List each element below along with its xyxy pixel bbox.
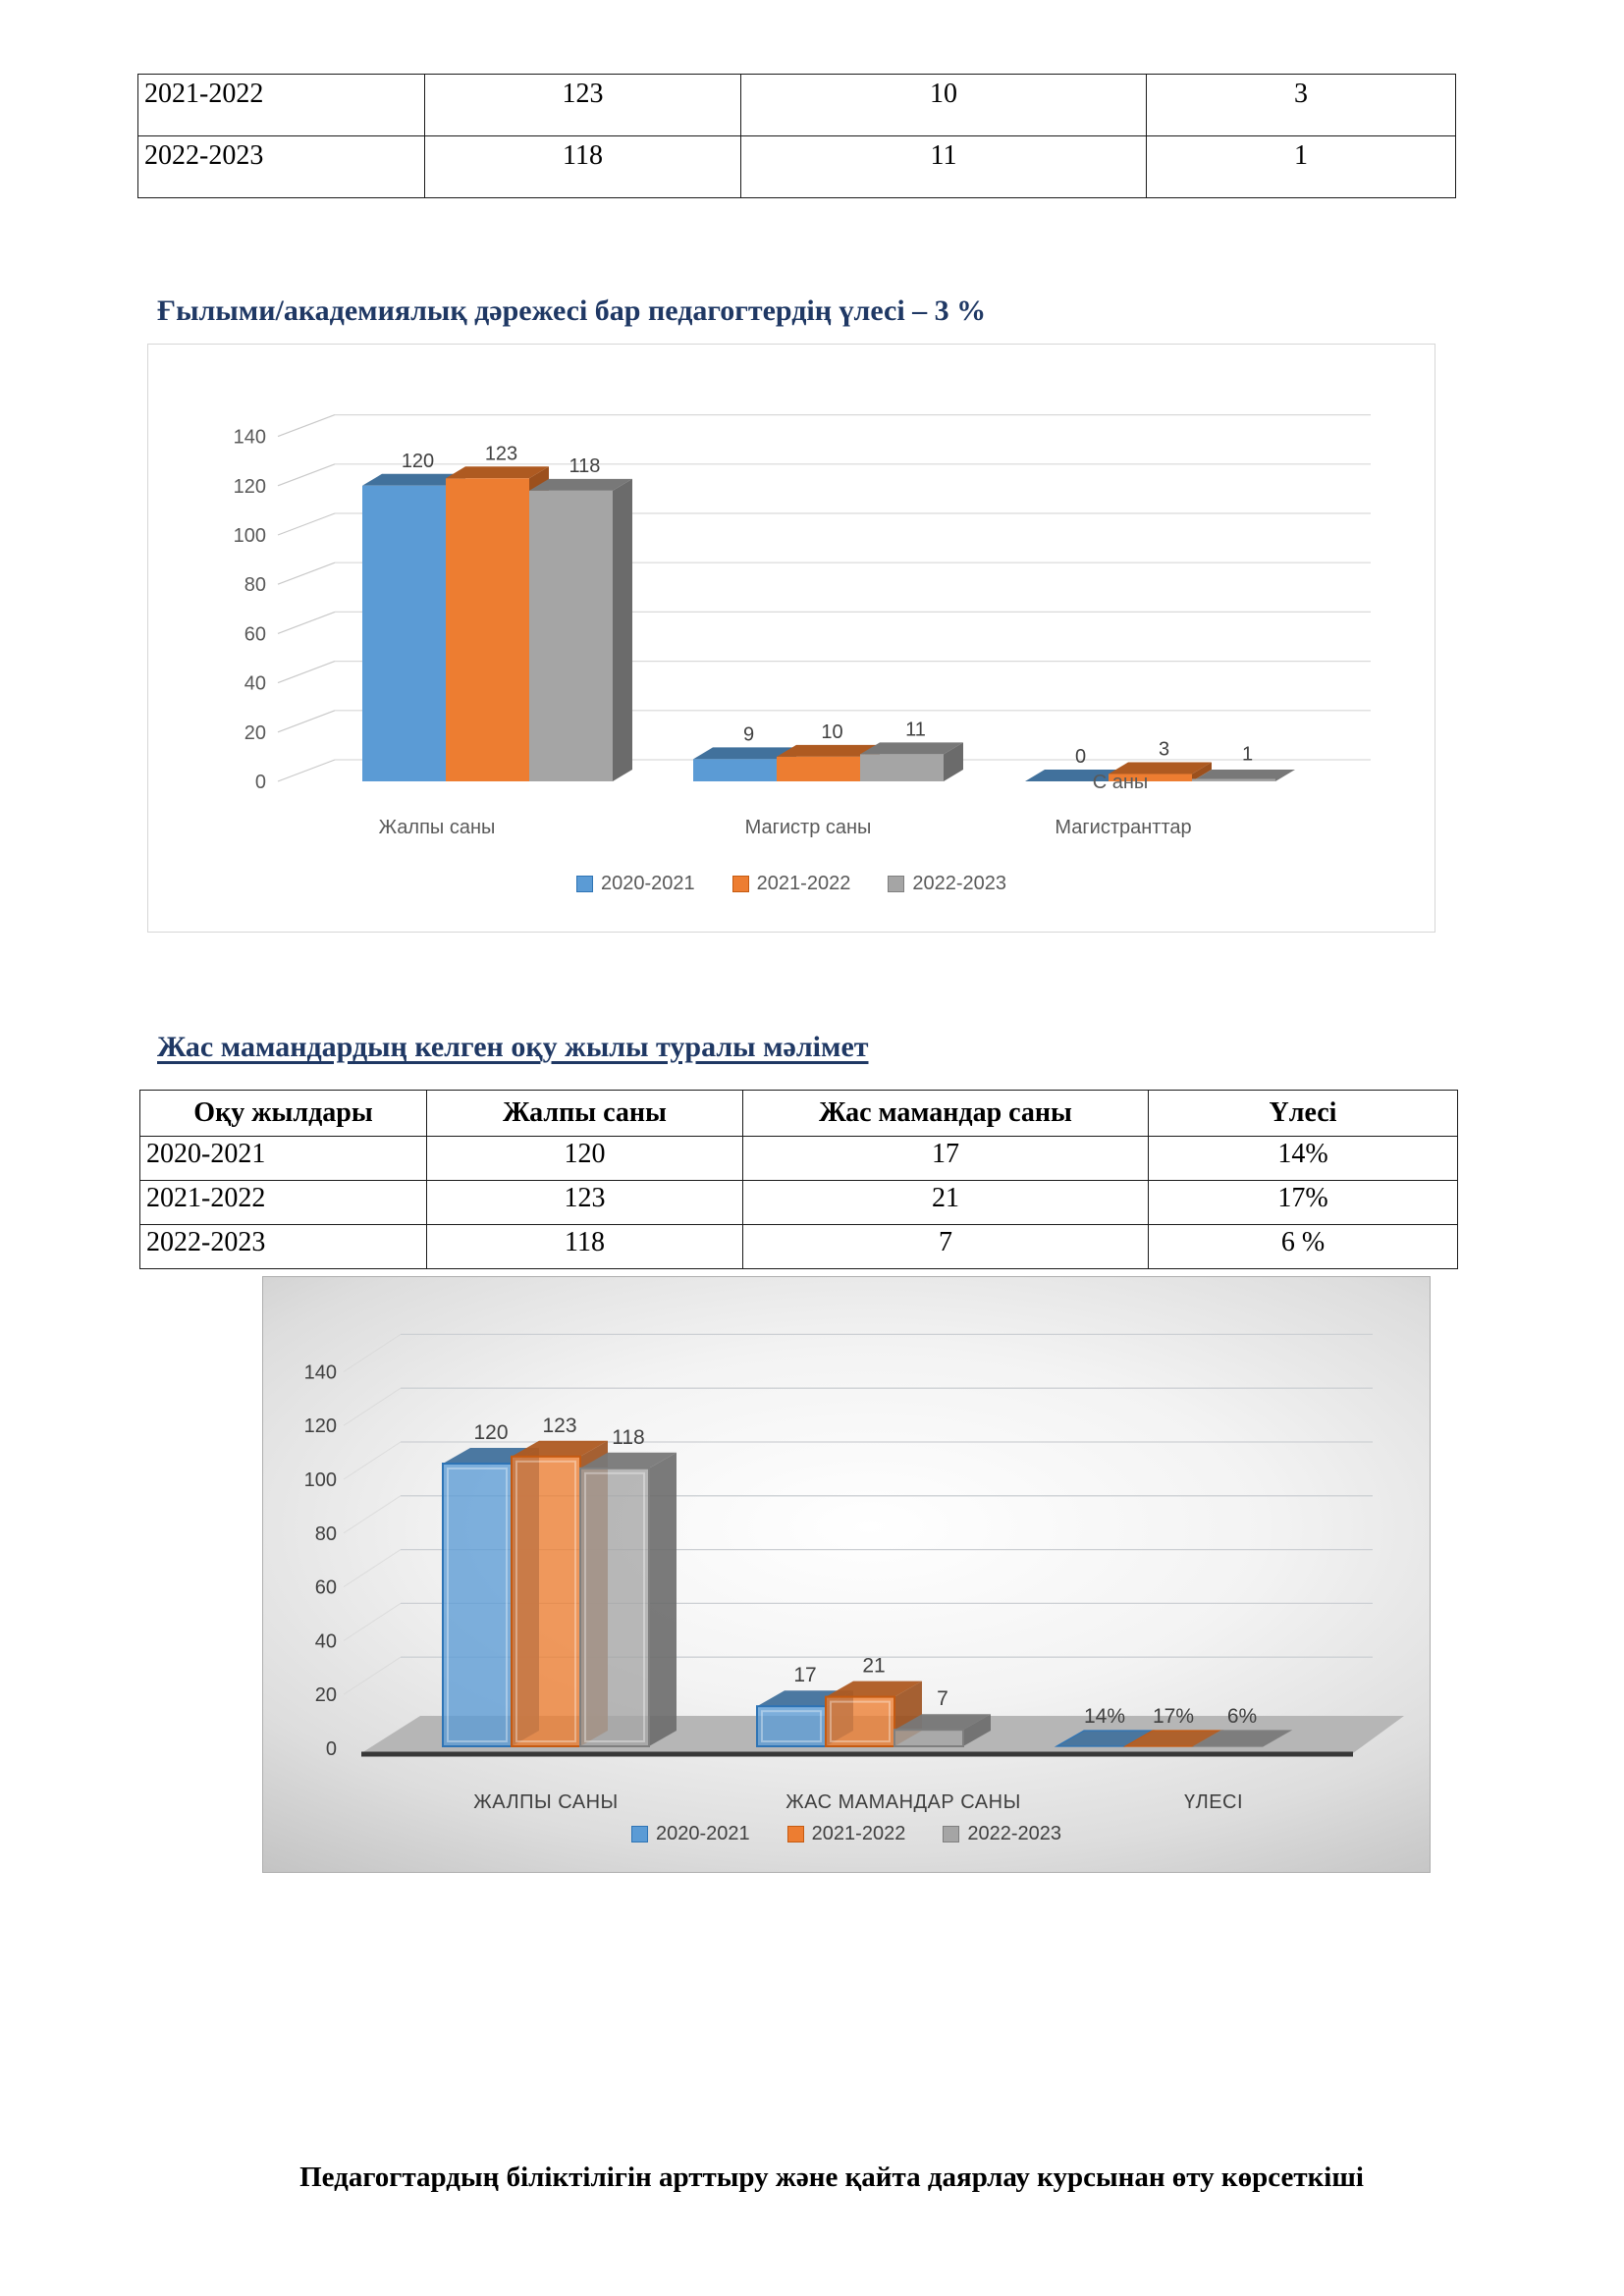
table-cell: 2020-2021 (140, 1137, 427, 1181)
legend-label: 2021-2022 (811, 1823, 906, 1844)
legend-label: 2020-2021 (601, 873, 695, 894)
table-cell: 6 % (1149, 1225, 1458, 1269)
svg-text:21: 21 (862, 1654, 886, 1678)
svg-text:9: 9 (742, 723, 755, 746)
table-cell: 123 (427, 1181, 743, 1225)
legend-label: 2022-2023 (912, 873, 1006, 894)
table-cell: 2022-2023 (138, 136, 425, 198)
svg-text:1: 1 (1241, 743, 1254, 766)
svg-text:120: 120 (233, 475, 266, 498)
svg-text:140: 140 (233, 426, 266, 449)
svg-text:0: 0 (254, 772, 266, 793)
table-cell: 11 (741, 136, 1147, 198)
svg-text:60: 60 (244, 623, 266, 646)
table-cell: 17 (743, 1137, 1149, 1181)
degree-share-chart (147, 344, 1435, 933)
svg-text:118: 118 (612, 1425, 645, 1449)
table-cell: 118 (425, 136, 741, 198)
svg-text:20: 20 (314, 1684, 337, 1707)
svg-text:40: 40 (244, 672, 266, 695)
svg-text:3: 3 (1158, 738, 1170, 761)
svg-text:120: 120 (401, 450, 435, 472)
table-row (138, 136, 1456, 198)
table-cell: 2021-2022 (140, 1181, 427, 1225)
svg-text:120: 120 (303, 1415, 337, 1438)
legend-label: 2020-2021 (656, 1823, 750, 1844)
svg-text:140: 140 (303, 1362, 337, 1384)
young-specialists-chart-plot (263, 1277, 1432, 1874)
legend-item (888, 873, 1006, 895)
svg-text:14%: 14% (1083, 1705, 1126, 1728)
footer-caption: Педагогтардың біліктілігін арттыру және қайта даярлау курсынан өту көрсеткіші (299, 2162, 1364, 2193)
svg-text:ҮЛЕСІ: ҮЛЕСІ (1183, 1791, 1244, 1813)
chart2-category-labels (473, 1791, 1243, 1813)
svg-text:С аны: С аны (1092, 772, 1149, 793)
svg-text:123: 123 (484, 443, 518, 465)
table-header-cell: Үлесі (1149, 1091, 1458, 1137)
chart2-bars (443, 1441, 1290, 1746)
svg-text:80: 80 (244, 574, 266, 597)
svg-text:17%: 17% (1152, 1705, 1195, 1728)
svg-text:ЖАС МАМАНДАР САНЫ: ЖАС МАМАНДАР САНЫ (785, 1791, 1021, 1813)
svg-text:7: 7 (937, 1687, 948, 1711)
table-header-cell: Жас мамандар саны (743, 1091, 1149, 1137)
degree-table-continuation (137, 74, 1456, 198)
table-cell: 2022-2023 (140, 1225, 427, 1269)
svg-text:6%: 6% (1226, 1705, 1258, 1728)
svg-text:20: 20 (244, 721, 266, 744)
table-row (140, 1137, 1458, 1181)
svg-text:100: 100 (303, 1469, 337, 1491)
chart1-category-labels (379, 772, 1192, 838)
legend-label: 2021-2022 (756, 873, 851, 894)
table-cell: 2021-2022 (138, 75, 425, 136)
section-heading-young-specialists: Жас мамандардың келген оқу жылы туралы мәлімет (157, 1031, 869, 1063)
table-cell: 1 (1147, 136, 1456, 198)
table-header-cell: Жалпы саны (427, 1091, 743, 1137)
legend-swatch-2021-2022 (787, 1826, 804, 1842)
svg-text:123: 123 (542, 1414, 577, 1437)
table-row (140, 1225, 1458, 1269)
young-specialists-chart-legend (263, 1823, 1430, 1845)
legend-swatch-2020-2021 (576, 876, 593, 892)
table-cell: 14% (1149, 1137, 1458, 1181)
svg-text:ЖАЛПЫ САНЫ: ЖАЛПЫ САНЫ (473, 1791, 619, 1813)
degree-share-chart-legend (148, 873, 1435, 895)
svg-text:40: 40 (314, 1630, 337, 1653)
svg-text:0: 0 (1074, 746, 1087, 768)
svg-text:100: 100 (233, 525, 266, 547)
table-cell: 3 (1147, 75, 1456, 136)
table-cell: 17% (1149, 1181, 1458, 1225)
legend-item (576, 873, 695, 895)
table-cell: 10 (741, 75, 1147, 136)
legend-item (943, 1823, 1061, 1845)
young-specialists-table (139, 1090, 1458, 1269)
section-heading-degree: Ғылыми/академиялық дәрежесі бар педагогтердің үлесі – 3 % (157, 294, 987, 327)
svg-text:17: 17 (793, 1664, 817, 1687)
legend-item (732, 873, 851, 895)
table-cell: 118 (427, 1225, 743, 1269)
svg-text:Жалпы саны: Жалпы саны (378, 817, 496, 838)
legend-label: 2022-2023 (967, 1823, 1061, 1844)
legend-item (631, 1823, 750, 1845)
legend-swatch-2020-2021 (631, 1826, 648, 1842)
svg-text:118: 118 (568, 454, 601, 477)
table-row (138, 75, 1456, 136)
table-header-row (140, 1091, 1458, 1137)
svg-text:Магистр саны: Магистр саны (744, 817, 872, 838)
svg-text:10: 10 (821, 721, 843, 743)
svg-text:120: 120 (473, 1421, 509, 1444)
svg-text:60: 60 (314, 1576, 337, 1599)
legend-swatch-2022-2023 (888, 876, 904, 892)
svg-text:80: 80 (314, 1522, 337, 1545)
legend-item (787, 1823, 906, 1845)
degree-share-chart-plot (148, 345, 1436, 934)
table-header-cell: Оқу жылдары (140, 1091, 427, 1137)
svg-text:11: 11 (905, 719, 926, 741)
table-cell: 21 (743, 1181, 1149, 1225)
svg-text:Магистранттар: Магистранттар (1055, 817, 1192, 838)
table-cell: 123 (425, 75, 741, 136)
svg-text:0: 0 (325, 1738, 337, 1760)
legend-swatch-2022-2023 (943, 1826, 959, 1842)
table-cell: 7 (743, 1225, 1149, 1269)
table-row (140, 1181, 1458, 1225)
table-cell: 120 (427, 1137, 743, 1181)
legend-swatch-2021-2022 (732, 876, 749, 892)
young-specialists-chart (262, 1276, 1431, 1873)
